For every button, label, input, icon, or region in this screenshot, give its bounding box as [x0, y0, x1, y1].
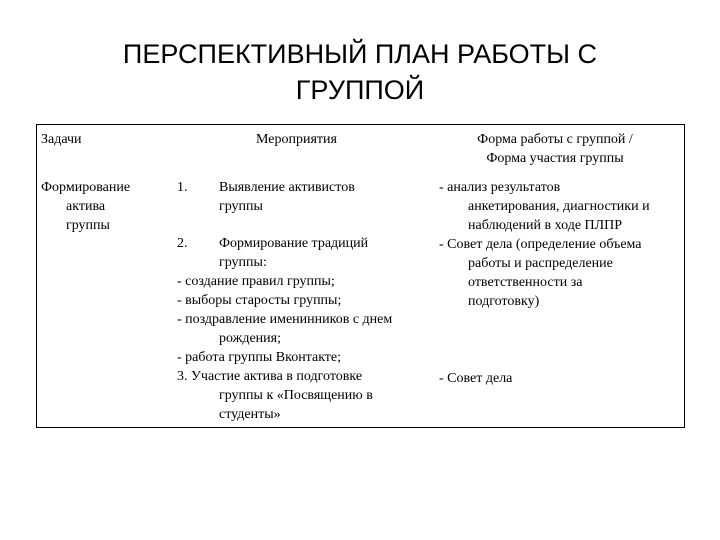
event-sub-elections: - выборы старосты группы;: [177, 293, 342, 308]
form-council-line-3: ответственности за: [468, 275, 583, 290]
event-item3-line-1: 3. Участие актива в подготовке: [177, 369, 363, 384]
event-sub-rules: - создание правил группы;: [177, 274, 335, 289]
title-line-1: ПЕРСПЕКТИВНЫЙ ПЛАН РАБОТЫ С: [122, 39, 598, 69]
event-item2-line-1: Формирование традиций: [219, 236, 369, 251]
header-events: Мероприятия: [256, 132, 337, 147]
event-item1-number: 1.: [177, 180, 188, 195]
event-item3-line-2: группы к «Посвящению в: [219, 388, 373, 403]
form-analysis-line-2: анкетирования, диагностики и: [468, 199, 650, 214]
header-form-line-2: Форма участия группы: [486, 151, 624, 166]
form-council-line-2: работы и распределение: [468, 256, 613, 271]
task-line-1: Формирование: [41, 180, 131, 195]
form-council-line-4: подготовку): [468, 294, 540, 309]
header-form-line-1: Форма работы с группой /: [477, 132, 633, 147]
event-sub-birthdays-line-1: - поздравление именинников с днем: [177, 312, 393, 327]
title-line-2: ГРУППОЙ: [295, 75, 425, 105]
task-line-2: актива: [66, 199, 106, 214]
event-item2-line-2: группы:: [219, 255, 267, 270]
task-line-3: группы: [66, 218, 110, 233]
page-title: [0, 36, 720, 108]
event-item3-line-3: студенты»: [219, 407, 281, 422]
form-council-short: - Совет дела: [439, 371, 513, 386]
form-analysis-line-3: наблюдений в ходе ПЛПР: [468, 218, 623, 233]
form-council-line-1: - Совет дела (определение объема: [439, 237, 642, 252]
event-item1-line-1: Выявление активистов: [219, 180, 355, 195]
form-analysis-line-1: - анализ результатов: [439, 180, 561, 195]
event-sub-vkontakte: - работа группы Вконтакте;: [177, 350, 342, 365]
event-item2-number: 2.: [177, 236, 188, 251]
event-sub-birthdays-line-2: рождения;: [219, 331, 281, 346]
plan-table: [36, 124, 685, 428]
header-tasks: Задачи: [41, 132, 82, 147]
event-item1-line-2: группы: [219, 199, 263, 214]
